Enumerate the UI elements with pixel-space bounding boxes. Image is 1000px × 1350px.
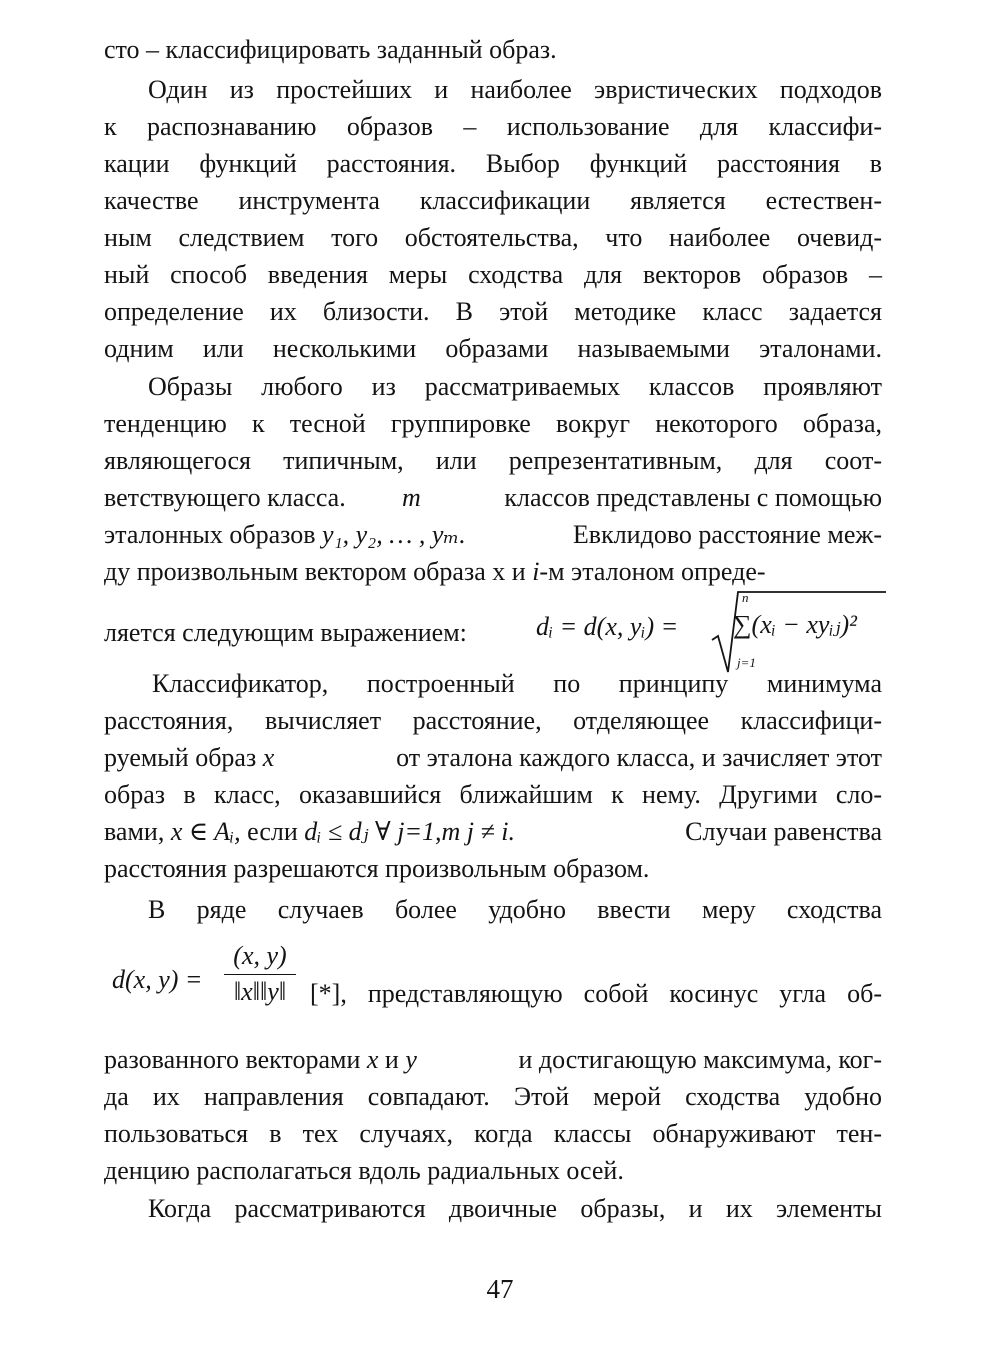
text-line: расстояния разрешаются произвольным образом. (104, 854, 650, 883)
text-line: определение их близости. В этой методике класс задается (104, 297, 882, 326)
text-segment: от эталона каждого класса, и зачисляет этот (396, 743, 882, 772)
sum-lower-limit: j=1 (737, 655, 756, 670)
text-line: ный способ введения меры сходства для векторов образов – (104, 260, 882, 289)
formula-euclid-body: ∑(xᵢ − xyᵢⱼ)² (733, 610, 857, 639)
text-line: пользоваться в тех случаях, когда классы обнаруживают тен- (104, 1119, 882, 1148)
text-segment: Евклидово расстояние меж- (572, 520, 882, 549)
text-line: [*], представляющую собой косинус угла об- (310, 979, 882, 1008)
text-line: Один из простейших и наиболее эвристических подходов (148, 75, 882, 104)
text-segment: и достигающую максимума, ког- (518, 1045, 882, 1074)
text-segment: разованного векторами (104, 1045, 361, 1074)
text-line: качестве инструмента классификации является естествен- (104, 186, 882, 215)
text-segment: вами, (104, 817, 165, 846)
text-line: денцию располагаться вдоль радиальных осей. (104, 1156, 624, 1185)
text-segment: ветствующего класса. (104, 483, 346, 512)
math-rule-a: x ∈ Aᵢ, (170, 817, 241, 846)
fraction-numerator: (x, y) (224, 940, 296, 975)
fraction-denominator: ‖x‖‖y‖ (233, 977, 287, 1006)
text-line: Когда рассматриваются двоичные образы, и их элементы (148, 1194, 882, 1223)
text-segment: классов представлены с помощью (504, 483, 882, 512)
text-segment: -м эталоном опреде- (539, 557, 766, 586)
text-line (104, 741, 882, 775)
formula-cosine-left: d(x, y) = (112, 965, 203, 994)
text-line (104, 1043, 882, 1077)
text-segment: и (384, 1045, 399, 1074)
text-line (104, 518, 882, 552)
text-line: расстояния, вычисляет расстояние, отделяющее классифици- (104, 706, 882, 735)
text-line: кации функций расстояния. Выбор функций расстояния в (104, 149, 882, 178)
math-i: i (532, 557, 540, 586)
text-line: Образы любого из рассматриваемых классов проявляют (148, 372, 882, 401)
math-m: m (402, 483, 421, 512)
text-segment: если (247, 817, 298, 846)
text-line (104, 481, 882, 515)
text-line: тенденцию к тесной группировке вокруг некоторого образа, (104, 409, 882, 438)
math-x: x (366, 1045, 379, 1074)
text-line: к распознаванию образов – использование для классифи- (104, 112, 882, 141)
text-line (104, 815, 882, 849)
math-rule-b: dᵢ ≤ dⱼ ∀ j=1,m j ≠ i. (304, 817, 515, 846)
text-segment: эталонных образов (104, 520, 316, 549)
text-line: В ряде случаев более удобно ввести меру сходства (148, 895, 882, 924)
text-line: образ в класс, оказавшийся ближайшим к нему. Другими сло- (104, 780, 882, 809)
text-segment: Случаи равенства (685, 817, 882, 846)
sum-upper-limit: n (742, 590, 749, 605)
formula-cosine-fraction (224, 940, 296, 1009)
text-line: Классификатор, построенный по принципу минимума (152, 669, 882, 698)
text-line: ным следствием того обстоятельства, что наиболее очевид- (104, 223, 882, 252)
page-number: 47 (486, 1274, 514, 1304)
text-line: сто – классифицировать заданный образ. (104, 35, 557, 64)
text-segment: руемый образ (104, 743, 257, 772)
text-segment: ду произвольным вектором образа х и (104, 557, 526, 586)
text-line (104, 555, 882, 589)
math-prototypes: y₁, y₂, … , yₘ. (322, 520, 466, 549)
formula-euclid-left: dᵢ = d(x, yᵢ) = (536, 612, 679, 641)
text-line: да их направления совпадают. Этой мерой сходства удобно (104, 1082, 882, 1111)
math-x: x (262, 743, 275, 772)
text-line: одним или несколькими образами называемыми эталонами. (104, 334, 882, 363)
math-y: y (405, 1045, 417, 1074)
text-line: ляется следующим выражением: (104, 618, 467, 647)
text-line: являющегося типичным, или репрезентативным, для соот- (104, 446, 882, 475)
